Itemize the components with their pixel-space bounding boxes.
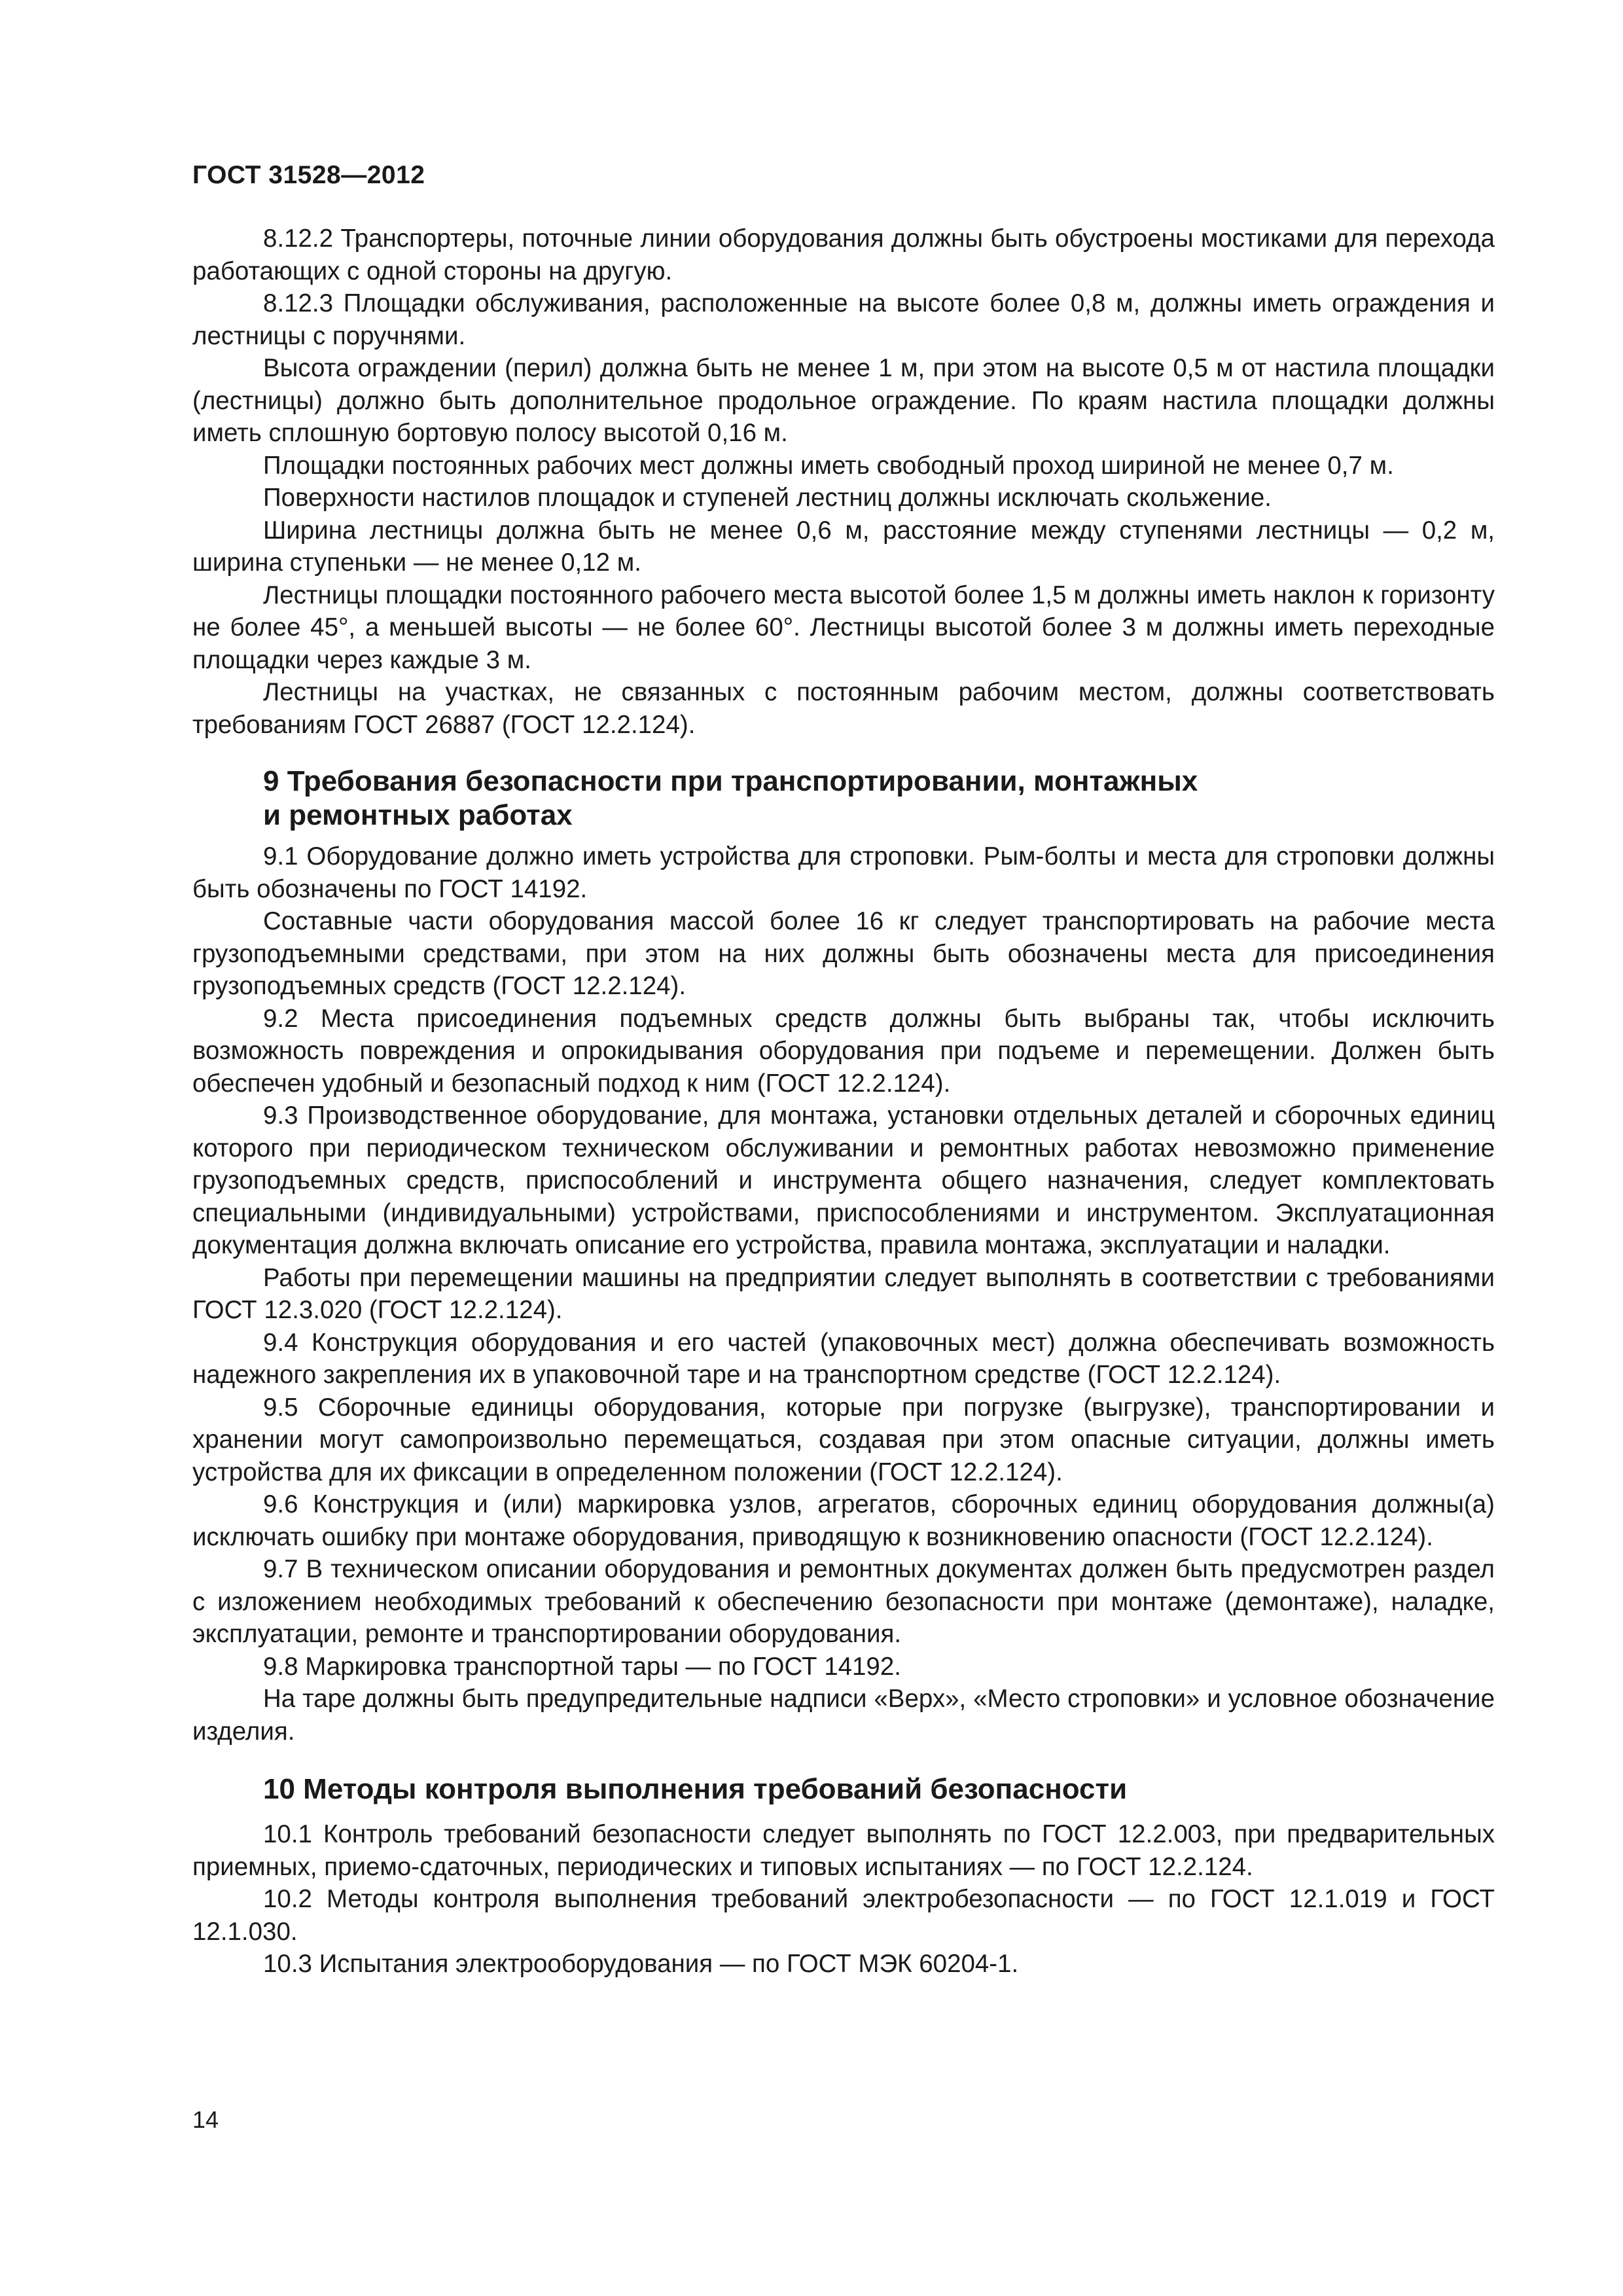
page-number: 14 bbox=[192, 2106, 219, 2133]
paragraph-ladder-other: Лестницы на участках, не связанных с постоянным рабочим местом, должны соответствовать требованиям ГОСТ 26887 (ГОСТ 12.2.124). bbox=[192, 678, 1495, 739]
paragraph-ladder-width: Ширина лестницы должна быть не менее 0,6 м, расстояние между ступенями лестницы — 0,2 м, ширина ступеньки — не менее 0,12 м. bbox=[192, 516, 1495, 577]
section-9-title-line-2: и ремонтных работах bbox=[263, 799, 573, 831]
paragraph-9-6: 9.6 Конструкция и (или) маркировка узлов, агрегатов, сборочных единиц оборудования должны(а) исключать ошибку при монтаже оборудования, приводящую к возникновению опасности (ГОСТ 12.2.124). bbox=[192, 1490, 1495, 1551]
paragraph-9-3: 9.3 Производственное оборудование, для монтажа, установки отдельных деталей и сборочных единиц которого при периодическом техническом обслуживании и ремонтных работах невозможно применение грузоподъемных средств, приспособлений и инструмента общего назначения, следует комплектовать специальными (индивидуальными) устройствами, приспособлениями и инструментом. Эксплуатационная документация должна включать описание его устройства, правила монтажа, эксплуатации и наладки. bbox=[192, 1102, 1495, 1259]
section-9-title-line-1: 9 Требования безопасности при транспортировании, монтажных bbox=[263, 765, 1198, 797]
paragraph-9-3-moving: Работы при перемещении машины на предприятии следует выполнять в соответствии с требованиями ГОСТ 12.3.020 (ГОСТ 12.2.124). bbox=[192, 1263, 1495, 1324]
paragraph-platform-passage: Площадки постоянных рабочих мест должны иметь свободный проход шириной не менее 0,7 м. bbox=[263, 451, 1394, 480]
paragraph-9-8-labels: На таре должны быть предупредительные надписи «Верх», «Место строповки» и условное обозначение изделия. bbox=[192, 1685, 1495, 1746]
paragraph-10-2: 10.2 Методы контроля выполнения требований электробезопасности — по ГОСТ 12.1.019 и ГОСТ 12.1.030. bbox=[192, 1885, 1495, 1946]
document-body bbox=[192, 223, 1495, 1981]
paragraph-8-12-2: 8.12.2 Транспортеры, поточные линии оборудования должны быть обустроены мостиками для перехода работающих с одной стороны на другую. bbox=[192, 224, 1495, 285]
paragraph-9-1-parts: Составные части оборудования массой более 16 кг следует транспортировать на рабочие места грузоподъемными средствами, при этом на них должны быть обозначены места для присоединения грузоподъемных средств (ГОСТ 12.2.124). bbox=[192, 907, 1495, 1000]
paragraph-9-8: 9.8 Маркировка транспортной тары — по ГОСТ 14192. bbox=[263, 1652, 901, 1681]
section-9-heading bbox=[192, 764, 1495, 833]
paragraph-9-2: 9.2 Места присоединения подъемных средств должны быть выбраны так, чтобы исключить возможность повреждения и опрокидывания оборудования при подъеме и перемещении. Должен быть обеспечен удобный и безопасный подход к ним (ГОСТ 12.2.124). bbox=[192, 1004, 1495, 1098]
paragraph-10-3: 10.3 Испытания электрооборудования — по ГОСТ МЭК 60204-1. bbox=[263, 1950, 1019, 1978]
paragraph-8-12-3: 8.12.3 Площадки обслуживания, расположенные на высоте более 0,8 м, должны иметь ограждения и лестницы с поручнями. bbox=[192, 289, 1495, 350]
document-header: ГОСТ 31528—2012 bbox=[192, 161, 425, 189]
paragraph-10-1: 10.1 Контроль требований безопасности следует выполнять по ГОСТ 12.2.003, при предварительных приемных, приемо-сдаточных, периодических и типовых испытаниях — по ГОСТ 12.2.124. bbox=[192, 1820, 1495, 1881]
section-10-heading: 10 Методы контроля выполнения требований безопасности bbox=[263, 1773, 1128, 1805]
paragraph-9-5: 9.5 Сборочные единицы оборудования, которые при погрузке (выгрузке), транспортировании и хранении могут самопроизвольно перемещаться, создавая при этом опасные ситуации, должны иметь устройства для их фиксации в определенном положении (ГОСТ 12.2.124). bbox=[192, 1393, 1495, 1486]
paragraph-9-7: 9.7 В техническом описании оборудования и ремонтных документах должен быть предусмотрен раздел с изложением необходимых требований к обеспечению безопасности при монтаже (демонтаже), наладке, эксплуатации, ремонте и транспортировании оборудования. bbox=[192, 1555, 1495, 1648]
paragraph-9-1: 9.1 Оборудование должно иметь устройства для строповки. Рым-болты и места для строповки должны быть обозначены по ГОСТ 14192. bbox=[192, 842, 1495, 903]
paragraph-slip-surface: Поверхности настилов площадок и ступеней лестниц должны исключать скольжение. bbox=[263, 484, 1272, 512]
paragraph-railing-height: Высота ограждении (перил) должна быть не менее 1 м, при этом на высоте 0,5 м от настила площадки (лестницы) должно быть дополнительное продольное ограждение. По краям настила площадки должны иметь сплошную бортовую полосу высотой 0,16 м. bbox=[192, 354, 1495, 447]
paragraph-9-4: 9.4 Конструкция оборудования и его частей (упаковочных мест) должна обеспечивать возможность надежного закрепления их в упаковочной таре и на транспортном средстве (ГОСТ 12.2.124). bbox=[192, 1328, 1495, 1389]
paragraph-ladder-slope: Лестницы площадки постоянного рабочего места высотой более 1,5 м должны иметь наклон к горизонту не более 45°, а меньшей высоты — не более 60°. Лестницы высотой более 3 м должны иметь переходные площадки через каждые 3 м. bbox=[192, 581, 1495, 674]
